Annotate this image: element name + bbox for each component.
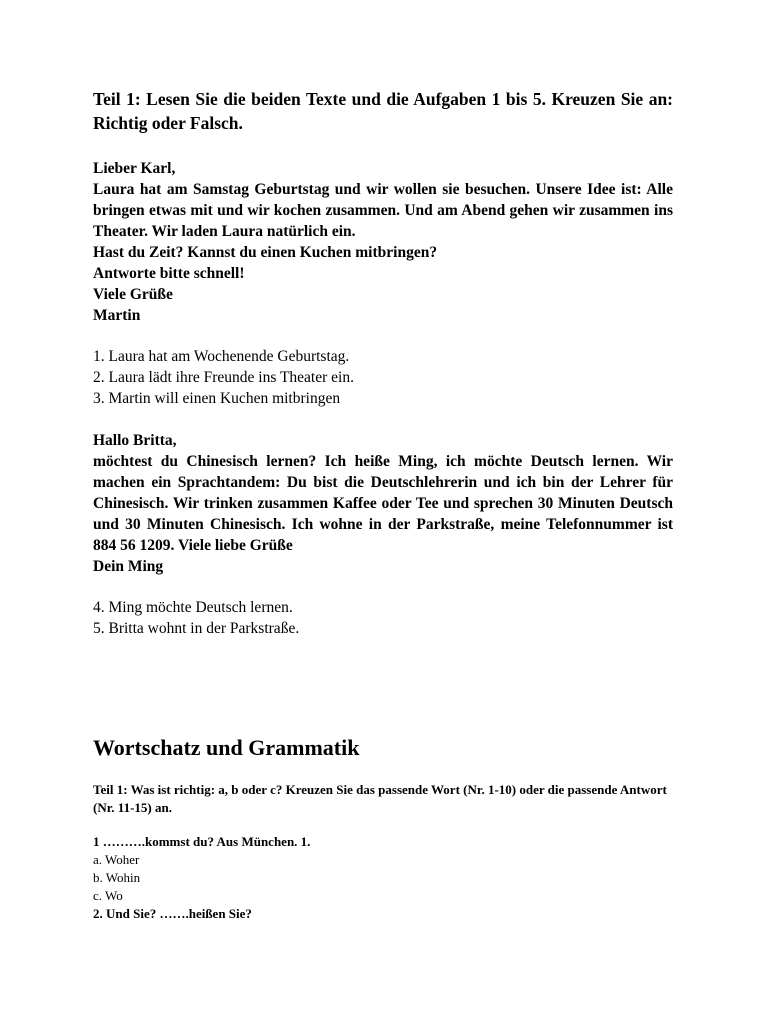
statement-item: 4. Ming möchte Deutsch lernen.	[93, 599, 293, 616]
statements-list-1	[93, 346, 673, 409]
answer-option[interactable]: c. Wo	[93, 888, 123, 903]
question-stem: 1 ……….kommst du? Aus München. 1.	[93, 834, 311, 849]
letter-greeting: Lieber Karl,	[93, 160, 176, 177]
letter-greeting: Hallo Britta,	[93, 432, 177, 449]
letter-line: Hast du Zeit? Kannst du einen Kuchen mitbringen?	[93, 244, 438, 261]
question-1	[93, 833, 673, 923]
statement-item: 5. Britta wohnt in der Parkstraße.	[93, 620, 300, 637]
reading-task-heading: Teil 1: Lesen Sie die beiden Texte und die Aufgaben 1 bis 5. Kreuzen Sie an: Richtig oder Falsch.	[93, 89, 673, 133]
letter-britta	[93, 430, 673, 577]
letter-line: Antworte bitte schnell!	[93, 265, 245, 282]
statement-item: 2. Laura lädt ihre Freunde ins Theater ein.	[93, 369, 354, 386]
letter-karl	[93, 158, 673, 326]
letter-body: Laura hat am Samstag Geburtstag und wir wollen sie besuchen. Unsere Idee ist: Alle bringen etwas mit und wir kochen zusammen. Und am Abend gehen wir zusammen ins Theater. Wir laden Laura natürlich ein.	[93, 181, 673, 240]
answer-option[interactable]: a. Woher	[93, 852, 140, 867]
statements-list-2	[93, 597, 673, 639]
grammar-task-intro: Teil 1: Was ist richtig: a, b oder c? Kreuzen Sie das passende Wort (Nr. 1-10) oder die passende Antwort (Nr. 11-15) an.	[93, 782, 667, 815]
section-title: Wortschatz und Grammatik	[93, 735, 360, 760]
statement-item: 3. Martin will einen Kuchen mitbringen	[93, 390, 341, 407]
letter-body: möchtest du Chinesisch lernen? Ich heiße Ming, ich möchte Deutsch lernen. Wir machen ein Sprachtandem: Du bist die Deutschlehrerin und ich bin der Lehrer für Chinesisch. Wir trinken zusammen Kaffee oder Tee und sprechen 30 Minuten Deutsch und 30 Minuten Chinesisch. Ich wohne in der Parkstraße, meine Telefonnummer ist 884 56 1209. Viele liebe Grüße	[93, 453, 673, 554]
statement-item: 1. Laura hat am Wochenende Geburtstag.	[93, 348, 350, 365]
letter-closing: Viele Grüße	[93, 286, 173, 303]
question-stem: 2. Und Sie? …….heißen Sie?	[93, 906, 252, 921]
answer-option[interactable]: b. Wohin	[93, 870, 141, 885]
letter-signature: Dein Ming	[93, 558, 164, 575]
letter-signature: Martin	[93, 307, 141, 324]
